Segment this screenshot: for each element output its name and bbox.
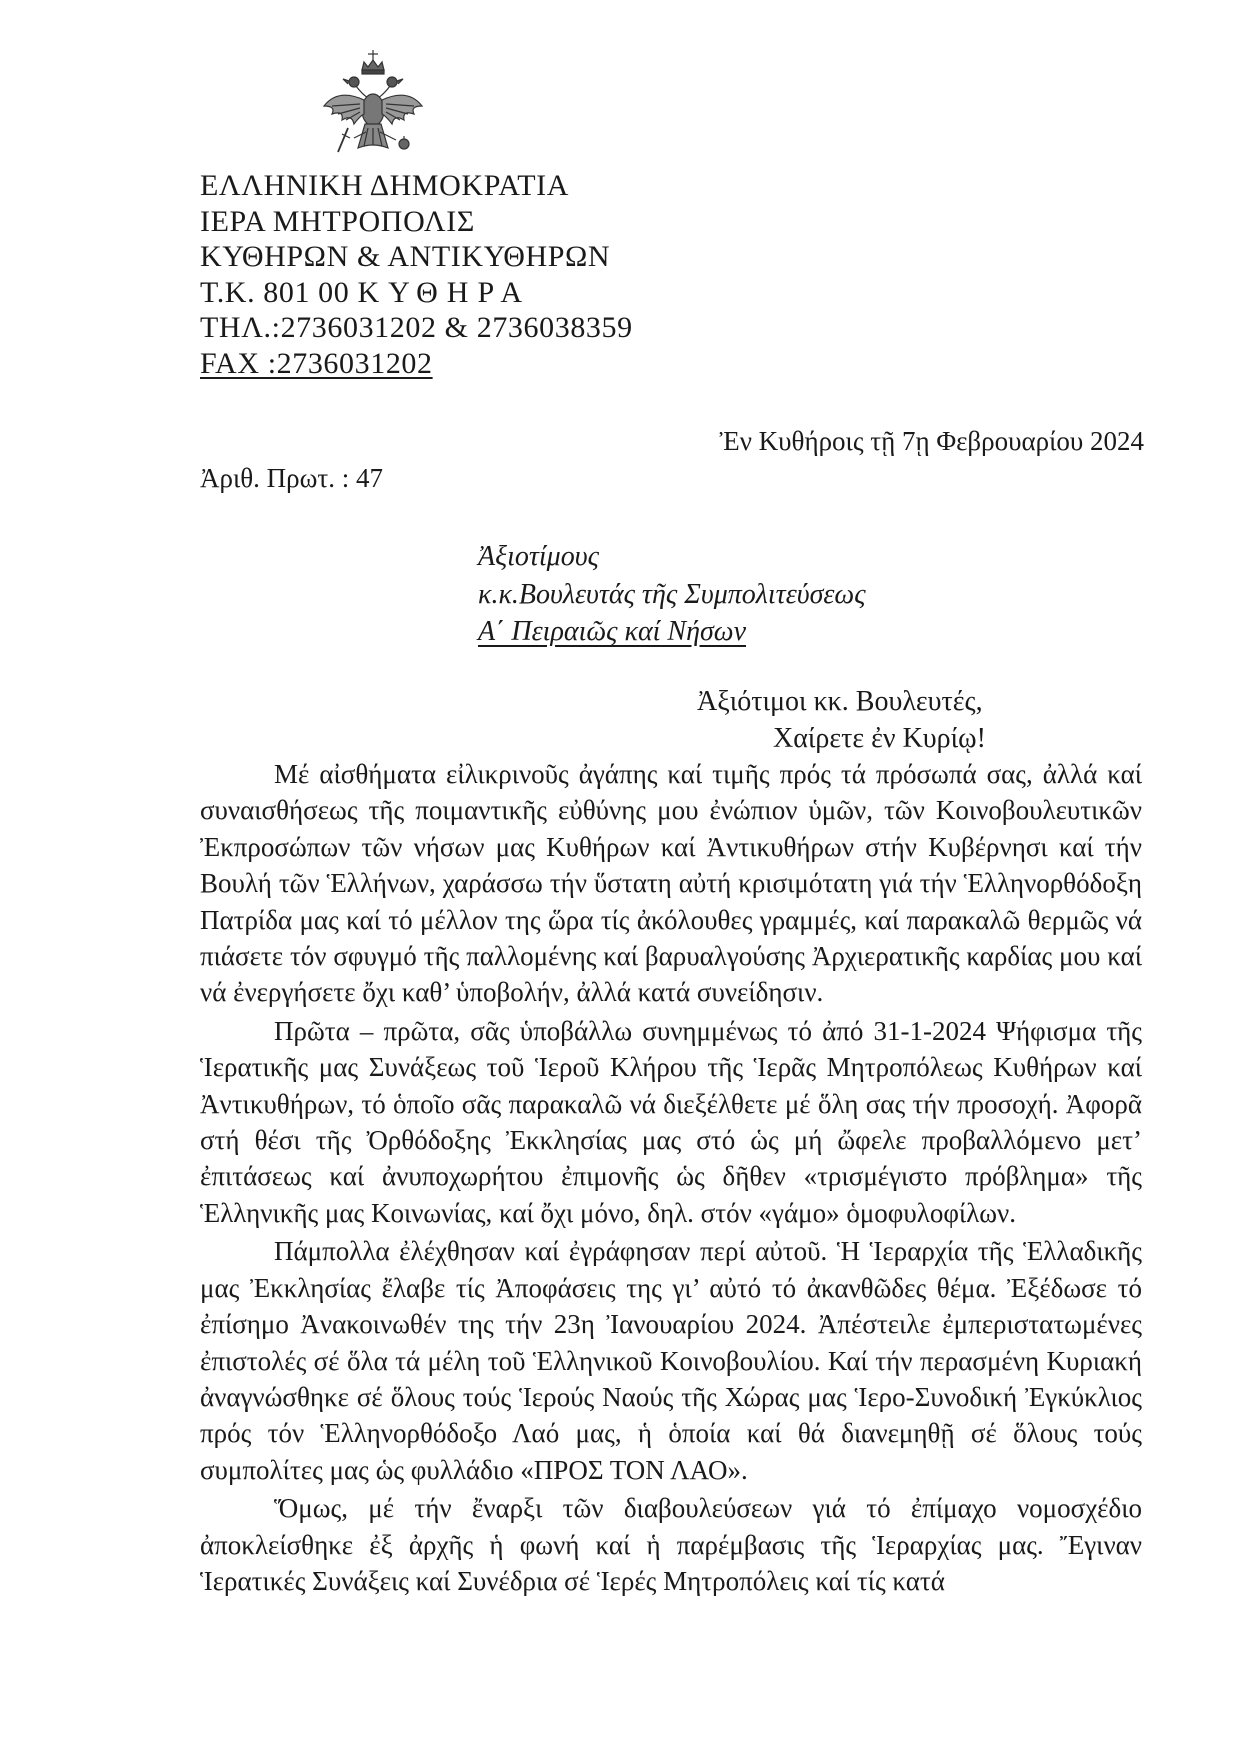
protocol-number: Ἀριθ. Πρωτ. : 47 xyxy=(200,463,384,493)
letterhead-postal xyxy=(200,275,633,311)
postal-city: ΚΥΘΗΡΑ xyxy=(357,275,532,309)
body-paragraph: Ὅμως, μέ τήν ἔναρξι τῶν διαβουλεύσεων γιά τό ἐπίμαχο νομοσχέδιο ἀποκλείσθηκε ἐξ ἀρχῆς ἡ φωνή καί ἡ παρέμβασις τῆς Ἱεραρχίας μας. Ἔγιναν Ἱερατικές Συνάξεις καί Συνέδρια σέ Ἱερές Μητροπόλεις καί τίς κατά xyxy=(200,1493,1142,1596)
recipient-line-2: κ.κ.Βουλευτάς τῆς Συμπολιτεύσεως xyxy=(478,579,866,610)
postal-code: Τ.Κ. 801 00 xyxy=(200,275,358,309)
letter-body xyxy=(200,756,1142,1601)
letterhead-state: ΕΛΛΗΝΙΚΗ ΔΗΜΟΚΡΑΤΙΑ xyxy=(200,169,569,202)
salutation: Ἀξιότιμοι κκ. Βουλευτές, xyxy=(697,686,983,717)
letterhead-metropolis: ΙΕΡΑ ΜΗΤΡΟΠΟΛΙΣ xyxy=(200,204,475,238)
letterhead-region: ΚΥΘΗΡΩΝ & ΑΝΤΙΚΥΘΗΡΩΝ xyxy=(200,240,611,273)
greeting: Χαίρετε ἐν Κυρίῳ! xyxy=(773,723,986,754)
letter-date: Ἐν Κυθήροις τῇ 7ῃ Φεβρουαρίου 2024 xyxy=(719,426,1144,456)
recipient-line-3: Α΄ Πειραιῶς καί Νήσων xyxy=(478,616,746,647)
double-headed-eagle-emblem xyxy=(318,48,428,166)
body-paragraph: Μέ αἰσθήματα εἰλικρινοῦς ἀγάπης καί τιμῆς πρός τά πρόσωπά σας, ἀλλά καί συναισθήσεως τῆς ποιμαντικῆς εὐθύνης μου ἐνώπιον ὑμῶν, τῶν Κοινοβουλευτικῶν Ἐκπροσώπων τῶν νήσων μας Κυθήρων καί Ἀντικυθήρων στήν Κυβέρνησι καί τήν Βουλή τῶν Ἑλλήνων, χαράσσω τήν ὕστατη αὐτή κρισιμότατη γιά τήν Ἑλληνορθόδοξη Πατρίδα μας καί τό μέλλον της ὥρα τίς ἀκόλουθες γραμμές, καί παρακαλῶ θερμῶς νά πιάσετε τόν σφυγμό τῆς παλλομένης καί βαρυαλγούσης Ἀρχιερατικῆς καρδίας μου καί νά ἐνεργήσετε ὄχι καθ’ ὑποβολήν, ἀλλά κατά συνείδησιν. xyxy=(200,759,1142,1008)
body-paragraph: Πρῶτα – πρῶτα, σᾶς ὑποβάλλω συνημμένως τό ἀπό 31-1-2024 Ψήφισμα τῆς Ἱερατικῆς μας Συνάξεως τοῦ Ἱεροῦ Κλήρου τῆς Ἱερᾶς Μητροπόλεως Κυθήρων καί Ἀντικυθήρων, τό ὁποῖο σᾶς παρακαλῶ νά διεξέλθετε μέ ὅλη σας τήν προσοχή. Ἀφορᾶ στή θέσι τῆς Ὀρθόδοξης Ἐκκλησίας μας στό ὡς μή ὤφελε προβαλλόμενο μετ’ ἐπιτάσεως καί ἀνυποχωρήτου ἐπιμονῆς ὡς δῆθεν «τρισμέγιστο πρόβλημα» τῆς Ἑλληνικῆς μας Κοινωνίας, καί ὄχι μόνο, δηλ. στόν «γάμο» ὁμοφυλοφίλων. xyxy=(200,1015,1142,1228)
letterhead xyxy=(200,168,633,381)
letterhead-fax: FAX :2736031202 xyxy=(200,346,433,380)
letterhead-phone: ΤΗΛ.:2736031202 & 2736038359 xyxy=(200,311,633,344)
recipient-line-1: Ἀξιοτίμους xyxy=(478,541,599,572)
body-paragraph: Πάμπολλα ἐλέχθησαν καί ἐγράφησαν περί αὐτοῦ. Ἡ Ἱεραρχία τῆς Ἑλλαδικῆς μας Ἐκκλησίας ἔλαβε τίς Ἀποφάσεις της γι’ αὐτό τό ἀκανθῶδες θέμα. Ἐξέδωσε τό ἐπίσημο Ἀνακοινωθέν της τήν 23η Ἰανουαρίου 2024. Ἀπέστειλε ἐμπεριστατωμένες ἐπιστολές σέ ὅλα τά μέλη τοῦ Ἑλληνικοῦ Κοινοβουλίου. Καί τήν περασμένη Κυριακή ἀναγνώσθηκε σέ ὅλους τούς Ἱερούς Ναούς τῆς Χώρας μας Ἱερο-Συνοδική Ἐγκύκλιος πρός τόν Ἑλληνορθόδοξο Λαό μας, ἡ ὁποία καί θά διανεμηθῇ σέ ὅλους τούς συμπολίτες μας ὡς φυλλάδιο «ΠΡΟΣ ΤΟΝ ΛΑΟ». xyxy=(200,1236,1142,1485)
